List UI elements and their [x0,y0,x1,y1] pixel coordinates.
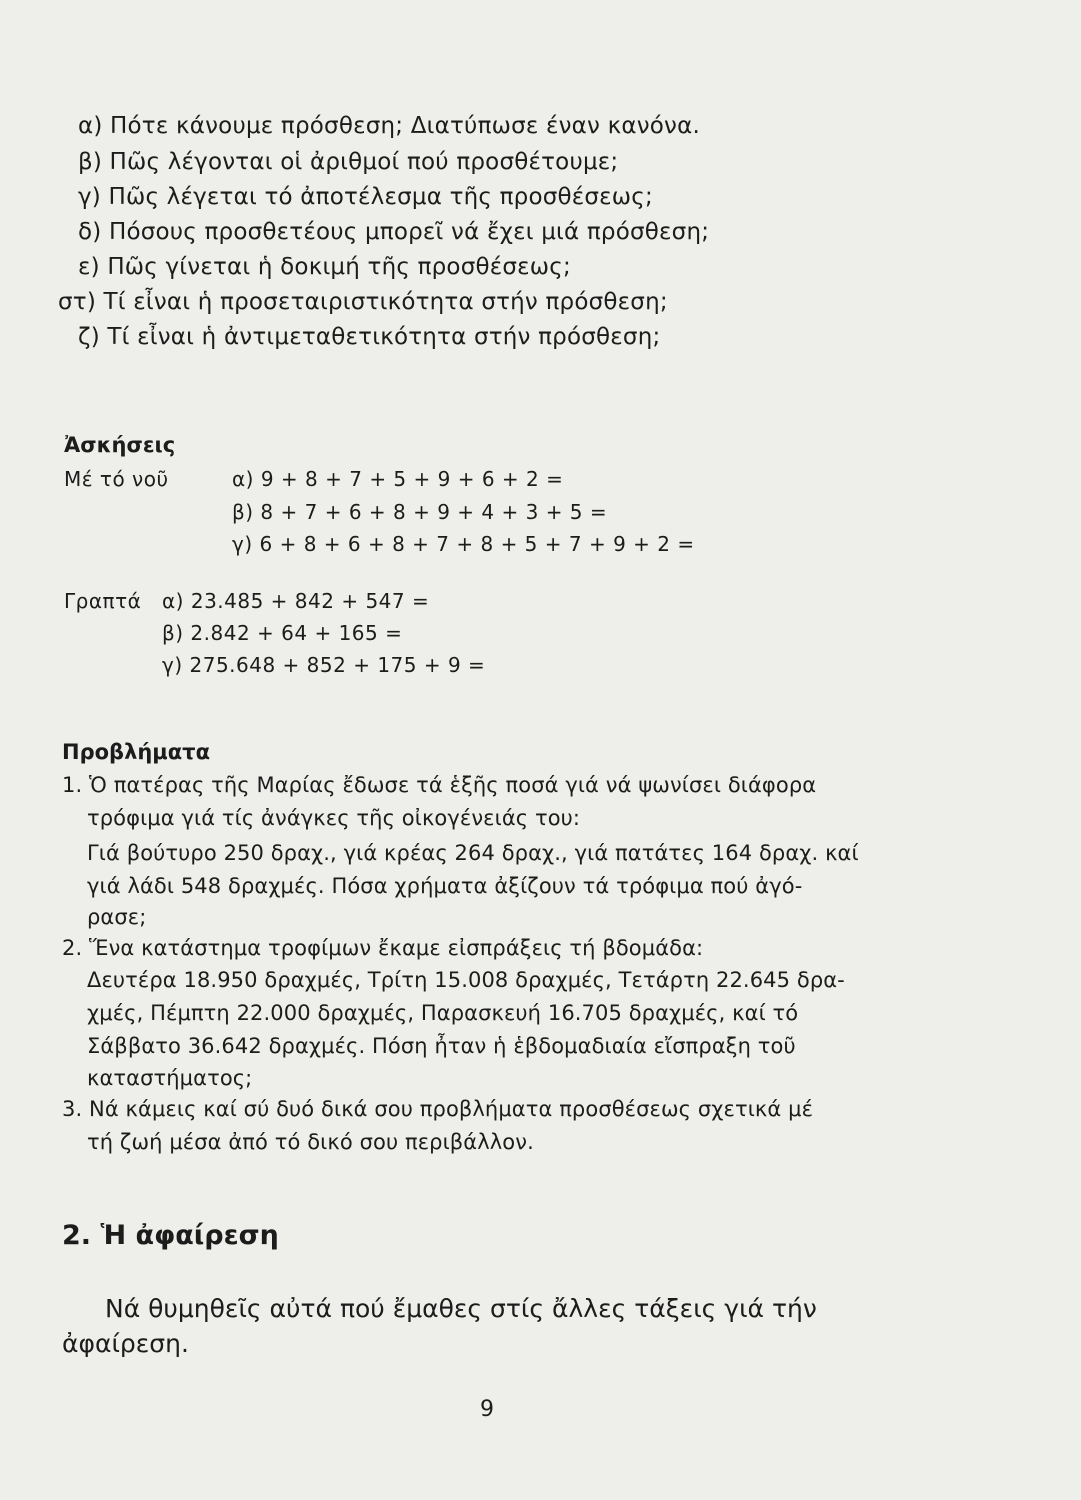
problem-line: 3. Νά κάμεις καί σύ δυό δικά σου προβλήματα προσθέσεως σχετικά μέ [62,1097,814,1121]
mental-exercise-b: β) 8 + 7 + 6 + 8 + 9 + 4 + 3 + 5 = [232,500,608,524]
problem-line: τρόφιμα γιά τίς ἀνάγκες τῆς οἰκογένειάς του: [87,806,581,830]
problem-line: 2. Ἕνα κατάστημα τροφίμων ἔκαμε εἰσπράξεις τή βδομάδα: [62,936,704,960]
section-title: 2. Ἡ ἀφαίρεση [62,1220,279,1251]
question-st: στ) Τί εἶναι ἡ προσεταιριστικότητα στήν πρόσθεση; [58,289,668,315]
question-d: δ) Πόσους προσθετέους μπορεῖ νά ἔχει μιά πρόσθεση; [78,219,710,245]
written-exercise-b: β) 2.842 + 64 + 165 = [162,621,403,645]
problem-line: καταστήματος; [87,1066,253,1090]
question-e: ε) Πῶς γίνεται ἡ δοκιμή τῆς προσθέσεως; [78,254,571,280]
section-text-line: ἀφαίρεση. [62,1329,189,1358]
question-b: β) Πῶς λέγονται οἱ ἀριθμοί πού προσθέτουμε; [78,149,619,175]
problem-line: Σάββατο 36.642 δραχμές. Πόση ἦταν ἡ ἑβδομαδιαία εἴσπραξη τοῦ [87,1034,796,1058]
problem-line: ρασε; [87,905,147,929]
written-label: Γραπτά [64,589,142,613]
problem-line: χμές, Πέμπτη 22.000 δραχμές, Παρασκευή 16.705 δραχμές, καί τό [87,1001,799,1025]
problem-line: γιά λάδι 548 δραχμές. Πόσα χρήματα ἀξίζουν τά τρόφιμα πού ἀγό- [87,874,803,898]
written-exercise-a: α) 23.485 + 842 + 547 = [162,589,430,613]
problem-line: 1. Ὁ πατέρας τῆς Μαρίας ἔδωσε τά ἑξῆς ποσά γιά νά ψωνίσει διάφορα [62,773,817,797]
question-z: ζ) Τί εἶναι ἡ ἀντιμεταθετικότητα στήν πρόσθεση; [78,324,661,350]
problem-line: Δευτέρα 18.950 δραχμές, Τρίτη 15.008 δραχμές, Τετάρτη 22.645 δρα- [87,968,845,992]
question-a: α) Πότε κάνουμε πρόσθεση; Διατύπωσε έναν κανόνα. [78,113,700,139]
question-c: γ) Πῶς λέγεται τό ἀποτέλεσμα τῆς προσθέσεως; [78,184,653,210]
problems-heading: Προβλήματα [62,740,211,764]
section-text-line: Νά θυμηθεῖς αὐτά πού ἔμαθες στίς ἄλλες τάξεις γιά τήν [105,1294,817,1323]
mental-label: Μέ τό νοῦ [64,467,169,491]
written-exercise-c: γ) 275.648 + 852 + 175 + 9 = [162,653,486,677]
problem-line: τή ζωή μέσα ἀπό τό δικό σου περιβάλλον. [87,1130,534,1154]
page-number: 9 [480,1397,494,1422]
exercises-heading: Ἀσκήσεις [64,433,176,457]
mental-exercise-a: α) 9 + 8 + 7 + 5 + 9 + 6 + 2 = [232,467,564,491]
problem-line: Γιά βούτυρο 250 δραχ., γιά κρέας 264 δραχ., γιά πατάτες 164 δραχ. καί [87,841,859,865]
mental-exercise-c: γ) 6 + 8 + 6 + 8 + 7 + 8 + 5 + 7 + 9 + 2 = [232,532,695,556]
